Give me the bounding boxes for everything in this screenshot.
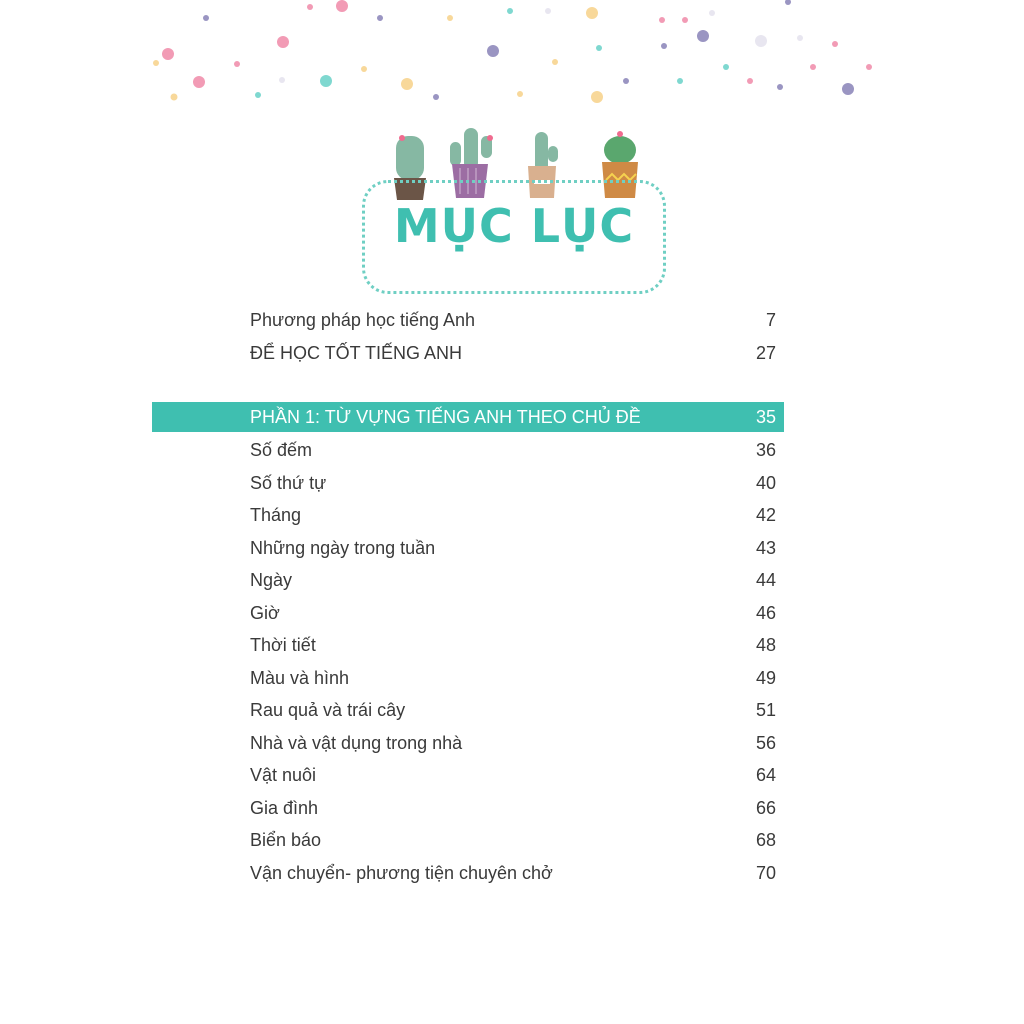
toc-entry (250, 467, 776, 500)
toc-entry (250, 792, 776, 825)
confetti-dots (0, 0, 1024, 110)
toc-entry-label: Gia đình (250, 797, 319, 818)
toc-entry-page: 43 (755, 537, 776, 558)
toc-entry-label: ĐỂ HỌC TỐT TIẾNG ANH (250, 342, 463, 363)
toc-entry-label: Thời tiết (250, 635, 316, 655)
toc-entry (250, 499, 776, 532)
toc-entry-page: 64 (755, 765, 776, 785)
toc-entry-label: Vật nuôi (250, 765, 317, 785)
section-page: 35 (755, 407, 776, 427)
toc-entry-page: 44 (755, 570, 776, 590)
toc-entry (250, 532, 776, 565)
toc-entry (250, 824, 776, 857)
toc-entry-page: 27 (755, 342, 776, 363)
page-title: MỤC LỤC (393, 199, 635, 253)
toc-entry-label: Nhà và vật dụng trong nhà (250, 732, 463, 753)
toc-entry (250, 662, 776, 695)
toc-list (250, 434, 776, 889)
toc-entry-label: Rau quả và trái cây (250, 700, 406, 720)
toc-entry-page: 56 (755, 732, 776, 753)
toc-entry-label: Số đếm (250, 440, 313, 460)
toc-entry-page: 46 (755, 602, 776, 623)
intro-list (250, 304, 776, 369)
toc-entry (250, 337, 776, 370)
toc-entry-page: 66 (755, 797, 776, 818)
toc-entry (250, 694, 776, 727)
toc-entry (250, 629, 776, 662)
toc-entry-label: Tháng (250, 505, 302, 525)
toc-entry (250, 597, 776, 630)
toc-entry-label: Vận chuyển- phương tiện chuyên chở (250, 862, 553, 883)
toc-entry-page: 40 (755, 472, 776, 493)
toc-entry-label: Những ngày trong tuần (250, 537, 436, 558)
toc-entry-page: 7 (765, 310, 776, 330)
section-header (152, 402, 784, 432)
toc-entry-label: Phương pháp học tiếng Anh (250, 310, 476, 330)
section-title: PHẦN 1: TỪ VỰNG TIẾNG ANH THEO CHỦ ĐỀ (250, 407, 641, 427)
toc-entry (250, 727, 776, 760)
toc-entry-page: 68 (755, 830, 776, 850)
toc-entry (250, 759, 776, 792)
toc-entry-label: Màu và hình (250, 667, 350, 688)
toc-entry (250, 304, 776, 337)
toc-entry-page: 51 (755, 700, 776, 720)
dot-group (153, 0, 872, 103)
toc-entry-page: 42 (755, 505, 776, 525)
toc-entry-page: 36 (755, 440, 776, 460)
toc-entry-label: Biển báo (250, 830, 322, 850)
toc-entry (250, 434, 776, 467)
toc-entry-label: Giờ (250, 602, 280, 623)
toc-entry-label: Số thứ tự (250, 472, 327, 493)
toc-entry-page: 70 (755, 862, 776, 883)
toc-entry (250, 564, 776, 597)
toc-entry-page: 48 (755, 635, 776, 655)
toc-entry (250, 857, 776, 890)
toc-entry-page: 49 (755, 667, 776, 688)
toc-entry-label: Ngày (250, 570, 293, 590)
